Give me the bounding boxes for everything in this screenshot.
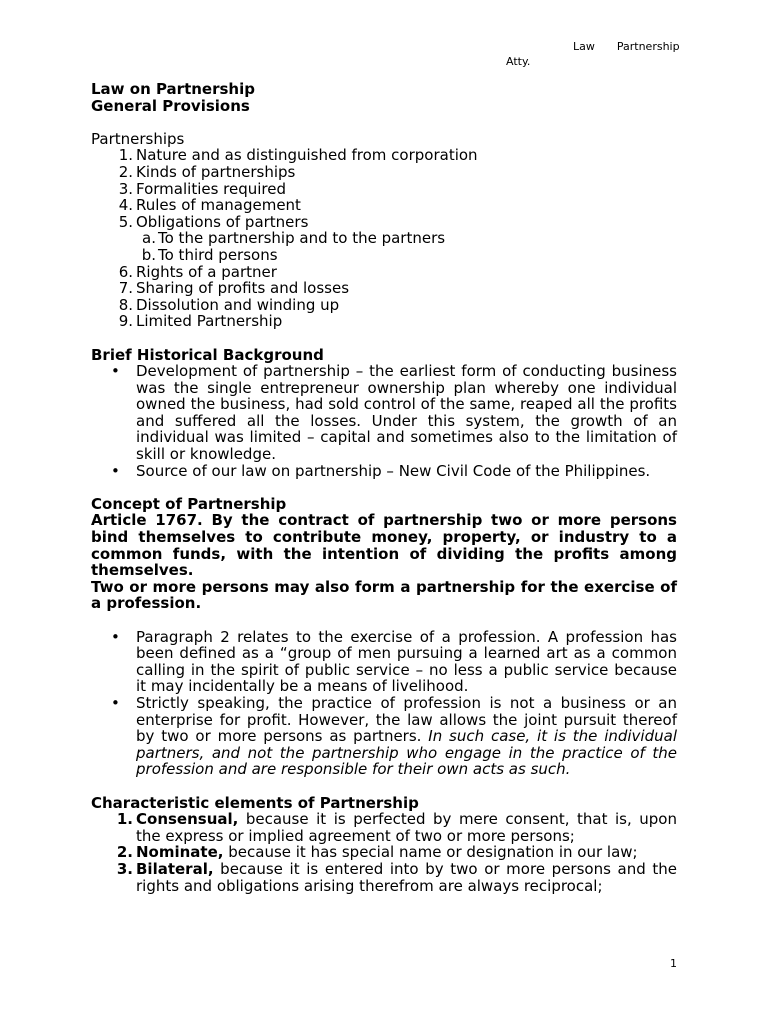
bullet-item: • Development of partnership – the earliest form of conducting business was the single entrepreneur ownership plan whereby one individual owned the business, had sold control of the same, reaped all the profits and suffered all the losses. Under this system, the growth of an individual was limited – capital and sometimes also to the limitation of skill or knowledge. <box>111 362 677 464</box>
background-heading: Brief Historical Background <box>91 345 324 364</box>
characteristic-item: 1. Consensual, because it is perfected by mere consent, that is, upon the express or implied agreement of two or more persons; <box>116 810 677 845</box>
outline-item: 8. Dissolution and winding up <box>118 295 340 314</box>
characteristic-item: 2. Nominate, because it has special name or designation in our law; <box>116 843 638 862</box>
outline-subitem: b. To third persons <box>141 245 278 264</box>
document-title: Law on Partnership <box>91 80 255 98</box>
header-word-partnership: Partnership <box>616 40 680 53</box>
outline-item: 4. Rules of management <box>118 196 301 215</box>
characteristics-list <box>91 811 677 894</box>
outline-item: 2. Kinds of partnerships <box>118 162 296 181</box>
article-1767: Article 1767. By the contract of partnership two or more persons bind themselves to contribute money, property, or industry to a common funds, with the intention of dividing the profits among themselves. <box>91 511 677 580</box>
partnerships-heading: Partnerships <box>91 129 185 148</box>
obligations-sublist <box>136 230 677 263</box>
article-1767-paragraph2: Two or more persons may also form a partnership for the exercise of a profession. <box>91 577 677 613</box>
partnerships-outline <box>91 147 677 330</box>
outline-item: 5. Obligations of partners a. To the partnership and to the partners b. To third persons <box>91 214 677 264</box>
bullet-item: • Paragraph 2 relates to the exercise of a profession. A profession has been defined as a “group of men pursuing a learned art as a common calling in the spirit of public service – no less a public service because it may incidentally be a means of livelihood. <box>111 627 677 696</box>
outline-item: 6. Rights of a partner <box>118 262 277 281</box>
concept-heading: Concept of Partnership <box>91 494 287 513</box>
characteristic-item: 3. Bilateral, because it is entered into by two or more persons and the rights and obligations arising therefrom are always reciprocal; <box>116 859 677 895</box>
outline-item: 9. Limited Partnership <box>118 312 283 331</box>
background-bullets <box>91 363 677 479</box>
outline-item: 7. Sharing of profits and losses <box>118 279 350 298</box>
running-header-line2: Atty. <box>506 55 531 68</box>
bullet-item: • Strictly speaking, the practice of profession is not a business or an enterprise for profit. However, the law allows the joint pursuit thereof by two or more persons as partners. In such case, it is the individual partners, and not the partnership who engage in the practice of the profession and are responsible for their own acts as such. <box>111 693 677 779</box>
document-body <box>91 81 677 894</box>
running-header-line1 <box>573 40 680 53</box>
characteristics-heading: Characteristic elements of Partnership <box>91 793 419 812</box>
italic-emphasis: In such case, it is the individual partners, and not the partnership who engage in the practice of the profession and are responsible for their own acts as such. <box>136 727 677 779</box>
outline-item: 1. Nature and as distinguished from corporation <box>118 146 478 165</box>
page-number: 1 <box>670 957 677 970</box>
outline-item: 3. Formalities required <box>118 179 287 198</box>
concept-bullets <box>91 629 677 778</box>
document-subtitle: General Provisions <box>91 96 250 115</box>
header-word-law: Law <box>573 40 595 53</box>
outline-subitem: a. To the partnership and to the partners <box>142 229 446 248</box>
bullet-item: • Source of our law on partnership – New Civil Code of the Philippines. <box>111 461 651 480</box>
